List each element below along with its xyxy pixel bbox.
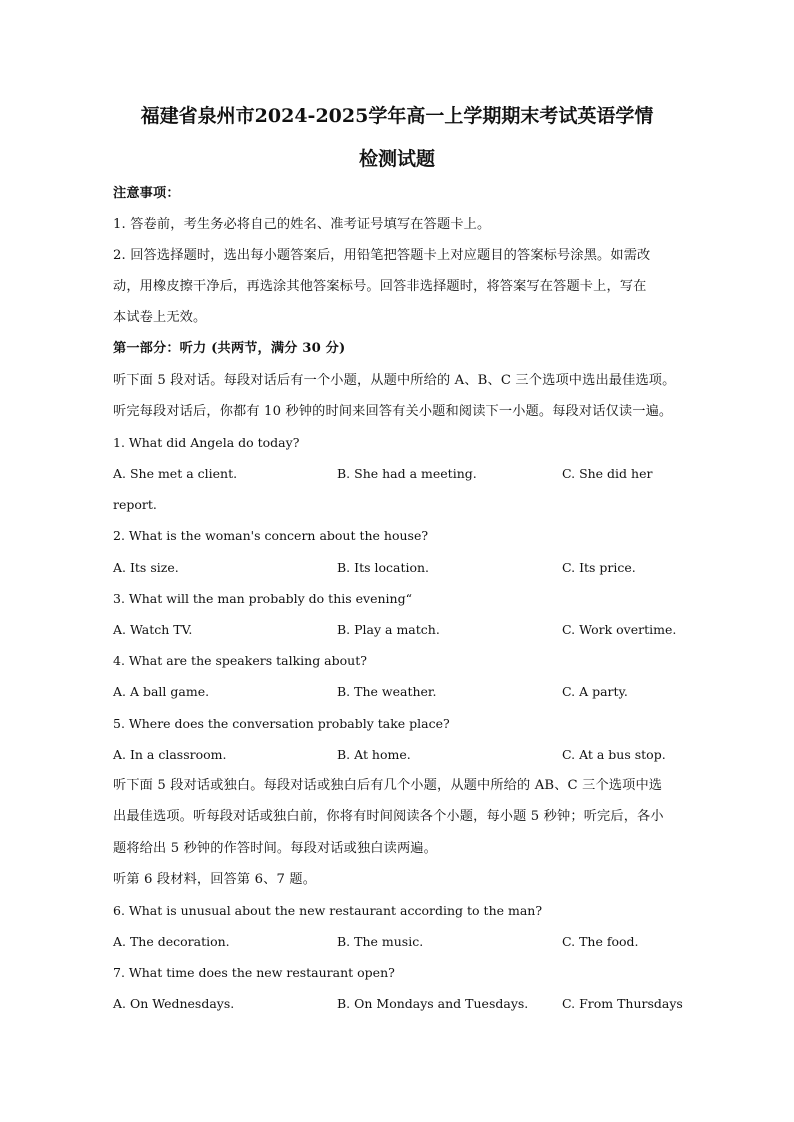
notice-item-2-line3: 本试卷上无效。	[113, 310, 207, 325]
question-5-option-b: B. At home.	[337, 747, 411, 762]
question-2-option-b: B. Its location.	[337, 560, 430, 575]
question-4-option-c: C. A party.	[562, 684, 628, 699]
page-title-line1: 福建省泉州市2024-2025学年高一上学期期末考试英语学情	[140, 105, 654, 127]
question-1: 1. What did Angela do today?	[113, 435, 300, 450]
material-6-instruction: 听第 6 段材料，回答第 6、7 题。	[113, 872, 317, 887]
question-6: 6. What is unusual about the new restaurant according to the man?	[113, 903, 543, 918]
question-7-option-b: B. On Mondays and Tuesdays.	[337, 996, 529, 1011]
notice-item-1-text: 1. 答卷前，考生务必将自己的姓名、准考证号填写在答题卡上。	[113, 217, 491, 232]
section2-instruction-line3: 题将给出 5 秒钟的作答时间。每段对话或独白读两遍。	[113, 841, 437, 856]
question-5-option-c: C. At a bus stop.	[562, 747, 666, 762]
section1-instruction-line1: 听下面 5 段对话。每段对话后有一个小题，从题中所给的 A、B、C 三个选项中选出最佳选项。	[113, 373, 676, 388]
notice-heading: 注意事项：	[113, 186, 180, 201]
question-4: 4. What are the speakers talking about?	[113, 653, 367, 668]
question-5: 5. Where does the conversation probably take place?	[113, 716, 450, 731]
question-7-option-c: C. From Thursdays	[562, 996, 683, 1011]
question-2-option-c: C. Its price.	[562, 560, 636, 575]
question-1-option-c: C. She did her	[562, 466, 653, 481]
question-7: 7. What time does the new restaurant open?	[113, 965, 395, 980]
notice-item-2-line1: 2. 回答选择题时，选出每小题答案后，用铅笔把答题卡上对应题目的答案标号涂黑。如需改	[113, 248, 651, 263]
question-2-option-a: A. Its size.	[113, 560, 179, 575]
section2-instruction-line2: 出最佳选项。听每段对话或独白前，你将有时间阅读各个小题，每小题 5 秒钟；听完后，各小	[113, 809, 664, 824]
page-title-line2: 检测试题	[358, 148, 435, 170]
question-4-option-a: A. A ball game.	[113, 684, 210, 699]
question-1-option-a: A. She met a client.	[113, 466, 238, 481]
question-6-option-c: C. The food.	[562, 934, 639, 949]
part1-heading: 第一部分：听力 (共两节，满分 30 分)	[113, 341, 346, 356]
question-3-option-c: C. Work overtime.	[562, 622, 677, 637]
notice-item-1	[113, 216, 490, 234]
section2-instruction-line1: 听下面 5 段对话或独白。每段对话或独白后有几个小题，从题中所给的 AB、C 三个选项中选	[113, 778, 663, 793]
question-2: 2. What is the woman's concern about the house?	[113, 528, 429, 543]
question-1-option-c-continued: report.	[113, 497, 157, 512]
question-3-option-a: A. Watch TV.	[113, 622, 193, 637]
question-3: 3. What will the man probably do this evening“	[113, 591, 412, 606]
section1-instruction-line2: 听完每段对话后，你都有 10 秒钟的时间来回答有关小题和阅读下一小题。每段对话仅读一遍。	[113, 404, 673, 419]
question-6-option-b: B. The music.	[337, 934, 424, 949]
question-4-option-b: B. The weather.	[337, 684, 437, 699]
question-7-option-a: A. On Wednesdays.	[113, 996, 235, 1011]
question-3-option-b: B. Play a match.	[337, 622, 440, 637]
notice-item-2-line2: 动，用橡皮擦干净后，再选涂其他答案标号。回答非选择题时，将答案写在答题卡上，写在	[113, 279, 647, 294]
question-6-option-a: A. The decoration.	[113, 934, 230, 949]
question-5-option-a: A. In a classroom.	[113, 747, 227, 762]
question-1-option-b: B. She had a meeting.	[337, 466, 477, 481]
